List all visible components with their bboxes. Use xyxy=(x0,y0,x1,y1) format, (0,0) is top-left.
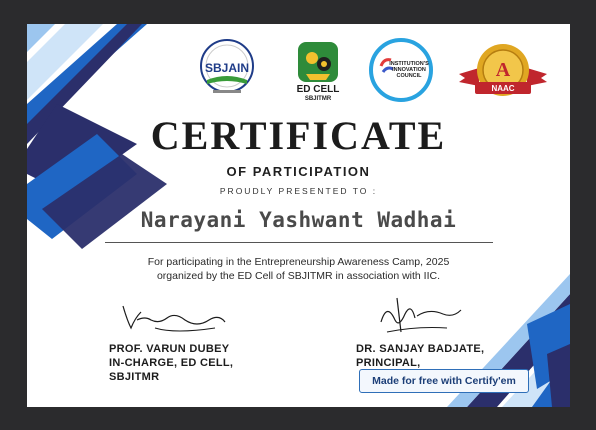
name-underline xyxy=(105,242,493,243)
signatory-left-org: SBJITMR xyxy=(109,371,160,383)
naac-badge xyxy=(455,42,551,104)
iic-logo xyxy=(369,38,433,102)
certificate xyxy=(27,24,570,407)
svg-text:NAAC: NAAC xyxy=(491,84,515,93)
signatory-right-name: DR. SANJAY BADJATE, xyxy=(356,343,485,355)
svg-text:COUNCIL: COUNCIL xyxy=(396,73,422,79)
signature-right xyxy=(357,292,477,340)
signatory-right-role: PRINCIPAL, xyxy=(356,357,421,369)
svg-text:A: A xyxy=(495,59,511,81)
ed-cell-logo xyxy=(292,40,344,102)
svg-text:ED CELL: ED CELL xyxy=(296,84,340,95)
signatory-right xyxy=(356,342,484,370)
signatory-left-name: PROF. VARUN DUBEY xyxy=(109,343,230,355)
description-line-2: organized by the ED Cell of SBJITMR in association with IIC. xyxy=(156,270,441,282)
recipient-name: Narayani Yashwant Wadhai xyxy=(140,208,457,232)
certificate-subtitle: OF PARTICIPATION xyxy=(226,164,371,179)
sbjain-logo xyxy=(197,38,257,102)
certificate-title: CERTIFICATE xyxy=(150,113,447,158)
svg-text:SBJAIN: SBJAIN xyxy=(204,61,250,75)
description xyxy=(27,255,570,283)
signature-left xyxy=(115,298,245,340)
signatory-left-role: IN-CHARGE, ED CELL, xyxy=(109,357,234,369)
description-line-1: For participating in the Entrepreneurship Awareness Camp, 2025 xyxy=(147,256,450,268)
certifyem-badge[interactable]: Made for free with Certify'em xyxy=(359,369,529,393)
signatory-left xyxy=(109,342,233,384)
presented-to-label: PROUDLY PRESENTED TO : xyxy=(219,186,378,196)
svg-text:SBJITMR: SBJITMR xyxy=(304,96,332,102)
svg-text:INNOVATION: INNOVATION xyxy=(392,67,426,73)
svg-text:INSTITUTION'S: INSTITUTION'S xyxy=(389,61,429,67)
